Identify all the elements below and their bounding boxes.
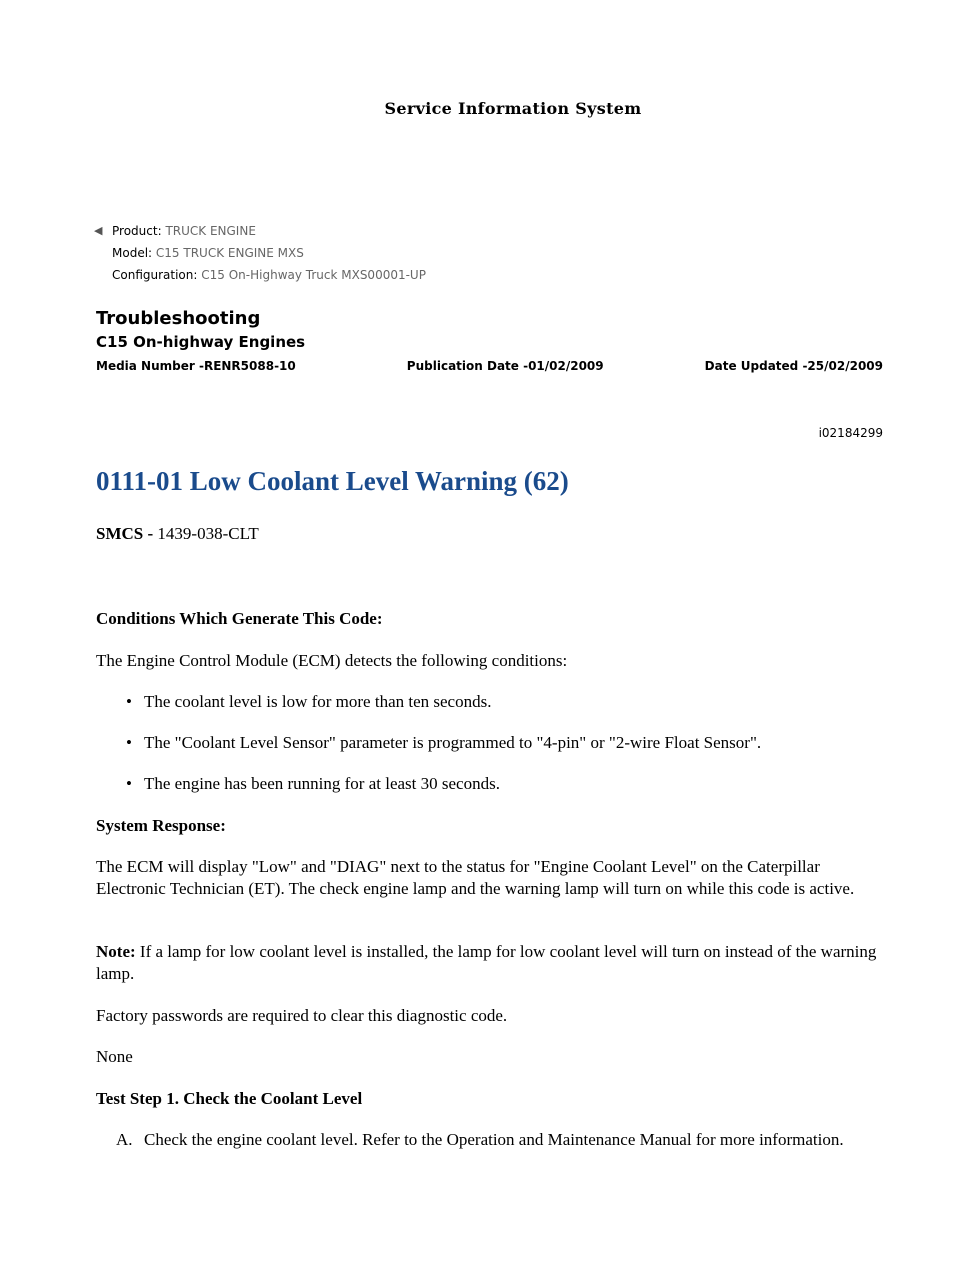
list-item-text: The "Coolant Level Sensor" parameter is programmed to "4-pin" or "2-wire Float Sensor". bbox=[144, 733, 762, 752]
note-paragraph bbox=[96, 941, 896, 985]
bullet-icon: • bbox=[126, 733, 132, 752]
note-label: Note: bbox=[96, 942, 136, 961]
conditions-heading: Conditions Which Generate This Code: bbox=[96, 609, 383, 628]
model-value: C15 TRUCK ENGINE MXS bbox=[155, 246, 304, 260]
back-arrow-icon[interactable]: ◀ bbox=[94, 224, 103, 237]
product-row bbox=[96, 224, 256, 238]
list-item bbox=[126, 691, 896, 713]
response-heading: System Response: bbox=[96, 816, 226, 835]
test-step-heading: Test Step 1. Check the Coolant Level bbox=[96, 1089, 363, 1108]
smcs-value: 1439-038-CLT bbox=[157, 524, 259, 543]
list-item-text: The engine has been running for at least 30 seconds. bbox=[144, 774, 500, 793]
note-text: If a lamp for low coolant level is installed, the lamp for low coolant level will turn on instead of the warning lamp. bbox=[96, 942, 877, 983]
response-text: The ECM will display "Low" and "DIAG" next to the status for "Engine Coolant Level" on the Caterpillar Electronic Technician (ET). The check engine lamp and the warning lamp will turn on while this code is active. bbox=[96, 857, 855, 898]
product-value: TRUCK ENGINE bbox=[165, 224, 256, 238]
document-category: Troubleshooting bbox=[96, 308, 261, 329]
date-updated: Date Updated -25/02/2009 bbox=[704, 359, 883, 373]
none-text: None bbox=[96, 1047, 133, 1066]
media-number: Media Number -RENR5088-10 bbox=[96, 359, 296, 373]
step-marker: A. bbox=[116, 1130, 133, 1149]
configuration-value: C15 On-Highway Truck MXS00001-UP bbox=[201, 268, 426, 282]
model-label: Model: bbox=[112, 246, 153, 260]
smcs-label: SMCS - bbox=[96, 524, 154, 543]
configuration-row bbox=[96, 268, 426, 282]
bullet-icon: • bbox=[126, 774, 132, 793]
document-id: i02184299 bbox=[818, 426, 883, 440]
step-text: Check the engine coolant level. Refer to the Operation and Maintenance Manual for more information. bbox=[144, 1130, 844, 1149]
model-row bbox=[96, 246, 304, 260]
configuration-label: Configuration: bbox=[112, 268, 198, 282]
list-item bbox=[126, 732, 896, 754]
test-step-item bbox=[116, 1129, 896, 1151]
page-title: 0111-01 Low Coolant Level Warning (62) bbox=[96, 466, 569, 496]
system-title: Service Information System bbox=[384, 99, 642, 118]
bullet-icon: • bbox=[126, 692, 132, 711]
product-label: Product: bbox=[112, 224, 162, 238]
list-item-text: The coolant level is low for more than ten seconds. bbox=[144, 692, 492, 711]
list-item bbox=[126, 773, 896, 795]
publication-date: Publication Date -01/02/2009 bbox=[406, 359, 604, 373]
smcs-line bbox=[96, 523, 896, 545]
passwords-text: Factory passwords are required to clear this diagnostic code. bbox=[96, 1006, 508, 1025]
conditions-intro: The Engine Control Module (ECM) detects the following conditions: bbox=[96, 651, 568, 670]
media-info-row bbox=[96, 359, 883, 373]
engine-name: C15 On-highway Engines bbox=[96, 333, 306, 351]
